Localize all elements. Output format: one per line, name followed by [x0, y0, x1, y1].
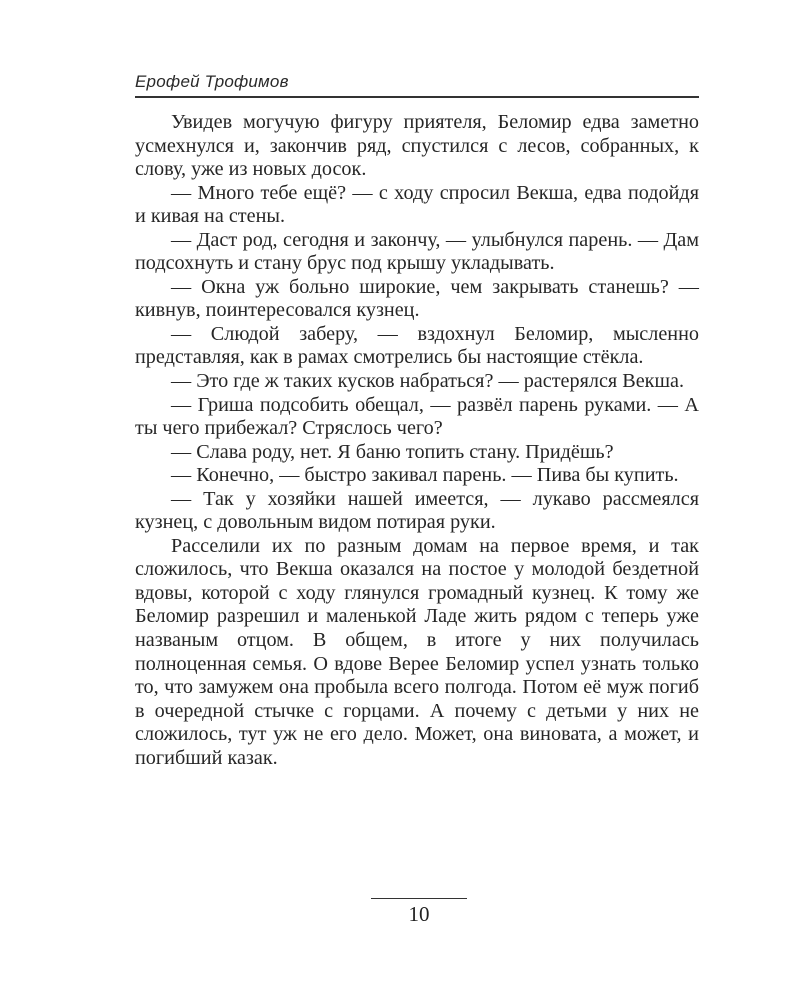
dialogue-line: — Слава роду, нет. Я баню топить стану. Придёшь?: [171, 440, 614, 463]
paragraph: Увидев могучую фигуру приятеля, Беломир едва заметно усмехнулся и, закончив ряд, спустился с лесов, собранных, к слову, уже из новых досок.: [135, 111, 699, 181]
dialogue-line: — Даст род, сегодня и закончу, — улыбнулся парень. — Дам подсохнуть и стану брус под крышу укладывать.: [135, 228, 699, 275]
header-author-name: Ерофей Трофимов: [135, 72, 289, 91]
paragraph: Расселили их по разным домам на первое время, и так сложилось, что Векша оказался на постое у молодой бездетной вдовы, которой с ходу глянулся громадный кузнец. К тому же Беломир разрешил и маленькой Ладе жить рядом с теперь уже названым отцом. В общем, в итоге у них получилась полноценная семья. О вдове Верее Беломир успел узнать только то, что замужем она пробыла всего полгода. Потом её муж погиб в очередной стычке с горцами. А почему с детьми у них не сложилось, тут уж не его дело. Может, она виновата, а может, и погибший казак.: [135, 534, 699, 769]
dialogue-line: — Так у хозяйки нашей имеется, — лукаво рассмеялся кузнец, с довольным видом потирая руки.: [135, 487, 699, 534]
page-number: 10: [408, 902, 430, 926]
dialogue-line: — Это где ж таких кусков набраться? — растерялся Векша.: [171, 370, 685, 393]
dialogue-line: — Много тебе ещё? — с ходу спросил Векша, едва подойдя и кивая на стены.: [135, 181, 699, 228]
body-text: [135, 111, 699, 770]
dialogue-line: — Гриша подсобить обещал, — развёл парень руками. — А ты чего прибежал? Стряслось чего?: [135, 393, 699, 440]
dialogue-line: — Слюдой заберу, — вздохнул Беломир, мысленно представляя, как в рамах смотрелись бы настоящие стёкла.: [135, 322, 699, 369]
dialogue-line: — Конечно, — быстро закивал парень. — Пива бы купить.: [171, 464, 679, 487]
running-header: [135, 72, 699, 98]
footer-rule: [371, 898, 467, 899]
dialogue-line: — Окна уж больно широкие, чем закрывать станешь? — кивнув, поинтересовался кузнец.: [135, 275, 699, 322]
